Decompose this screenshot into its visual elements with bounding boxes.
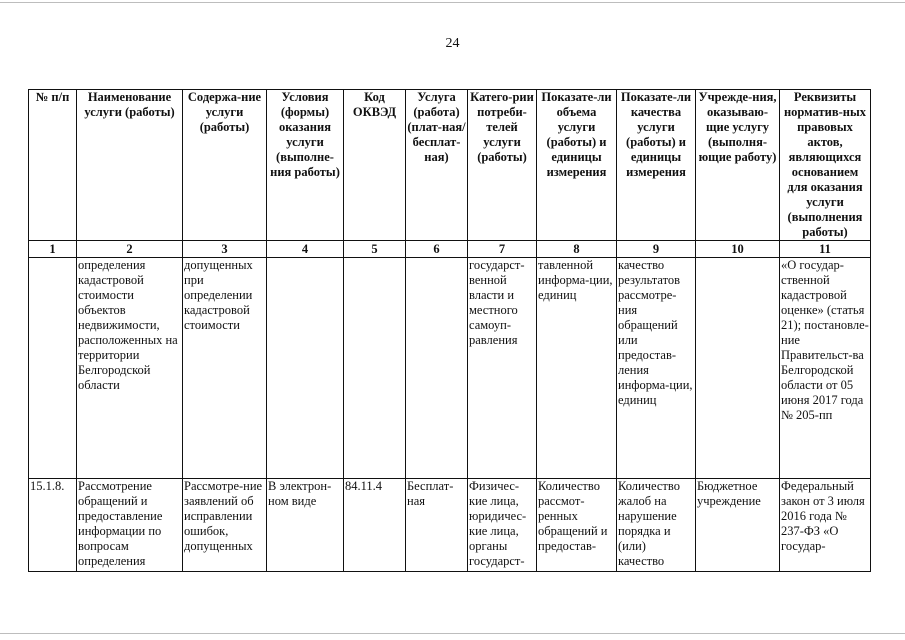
- cell-consumers: государст-венной власти и местного самоуп-равления: [468, 258, 537, 479]
- cell-conditions: [267, 258, 344, 479]
- header-cell-quality: Показате-ли качества услуги (работы) и единицы измерения: [617, 90, 696, 241]
- cell-content: Рассмотре-ние заявлений об исправлении ошибок, допущенных: [183, 479, 267, 572]
- header-cell-consumers: Катего-рии потреби-телей услуги (работы): [468, 90, 537, 241]
- cell-content: допущенных при определении кадастровой стоимости: [183, 258, 267, 479]
- column-number: 6: [406, 241, 468, 258]
- header-cell-conditions: Условия (формы) оказания услуги (выполне-ния работы): [267, 90, 344, 241]
- header-cell-volume: Показате-ли объема услуги (работы) и единицы измерения: [537, 90, 617, 241]
- page-number: 24: [445, 36, 460, 51]
- column-number: 10: [696, 241, 780, 258]
- top-scan-edge: [0, 2, 905, 3]
- column-number: 5: [344, 241, 406, 258]
- column-number: 11: [780, 241, 871, 258]
- header-cell-paid-free: Услуга (работа) (плат-ная/ бесплат-ная): [406, 90, 468, 241]
- bottom-scan-edge: [0, 633, 905, 634]
- column-number: 3: [183, 241, 267, 258]
- cell-institutions: Бюджетное учреждение: [696, 479, 780, 572]
- cell-conditions: В электрон-ном виде: [267, 479, 344, 572]
- header-cell-institutions: Учрежде-ния, оказываю-щие услугу (выполня-ющие работу): [696, 90, 780, 241]
- cell-legal-acts: Федеральный закон от 3 июля 2016 года № 237-ФЗ «О государ-: [780, 479, 871, 572]
- cell-quality: качество результатов рассмотре-ния обращений или предостав-ления информа-ции, единиц: [617, 258, 696, 479]
- cell-quality: Количество жалоб на нарушение порядка и (или) качество: [617, 479, 696, 572]
- header-cell-legal-acts: Реквизиты норматив-ных правовых актов, являющихся основанием для оказания услуги (выполнения работы): [780, 90, 871, 241]
- column-number: 4: [267, 241, 344, 258]
- column-number: 7: [468, 241, 537, 258]
- column-number: 8: [537, 241, 617, 258]
- cell-paid-free: [406, 258, 468, 479]
- table-row-15-1-8: [29, 479, 871, 572]
- cell-number: [29, 258, 77, 479]
- column-number: 1: [29, 241, 77, 258]
- header-cell-number: № п/п: [29, 90, 77, 241]
- cell-volume: Количество рассмот-ренных обращений и предостав-: [537, 479, 617, 572]
- column-number-row: [29, 241, 871, 258]
- header-cell-okved: Код ОКВЭД: [344, 90, 406, 241]
- cell-number: 15.1.8.: [29, 479, 77, 572]
- table-row-continued: [29, 258, 871, 479]
- cell-legal-acts: «О государ-ственной кадастровой оценке» (статья 21); постановле-ние Правительст-ва Белгородской области от 05 июня 2017 года № 205-пп: [780, 258, 871, 479]
- cell-consumers: Физичес-кие лица, юридичес-кие лица, органы государст-: [468, 479, 537, 572]
- cell-okved: 84.11.4: [344, 479, 406, 572]
- cell-institutions: [696, 258, 780, 479]
- table-header-row: [29, 90, 871, 241]
- column-number: 2: [77, 241, 183, 258]
- header-cell-content: Содержа-ние услуги (работы): [183, 90, 267, 241]
- cell-service-name: определения кадастровой стоимости объектов недвижимости, расположенных на территории Белгородской области: [77, 258, 183, 479]
- cell-volume: тавленной информа-ции, единиц: [537, 258, 617, 479]
- services-table: [28, 89, 871, 572]
- column-number: 9: [617, 241, 696, 258]
- header-cell-service-name: Наименование услуги (работы): [77, 90, 183, 241]
- cell-service-name: Рассмотрение обращений и предоставление информации по вопросам определения: [77, 479, 183, 572]
- cell-paid-free: Бесплат-ная: [406, 479, 468, 572]
- cell-okved: [344, 258, 406, 479]
